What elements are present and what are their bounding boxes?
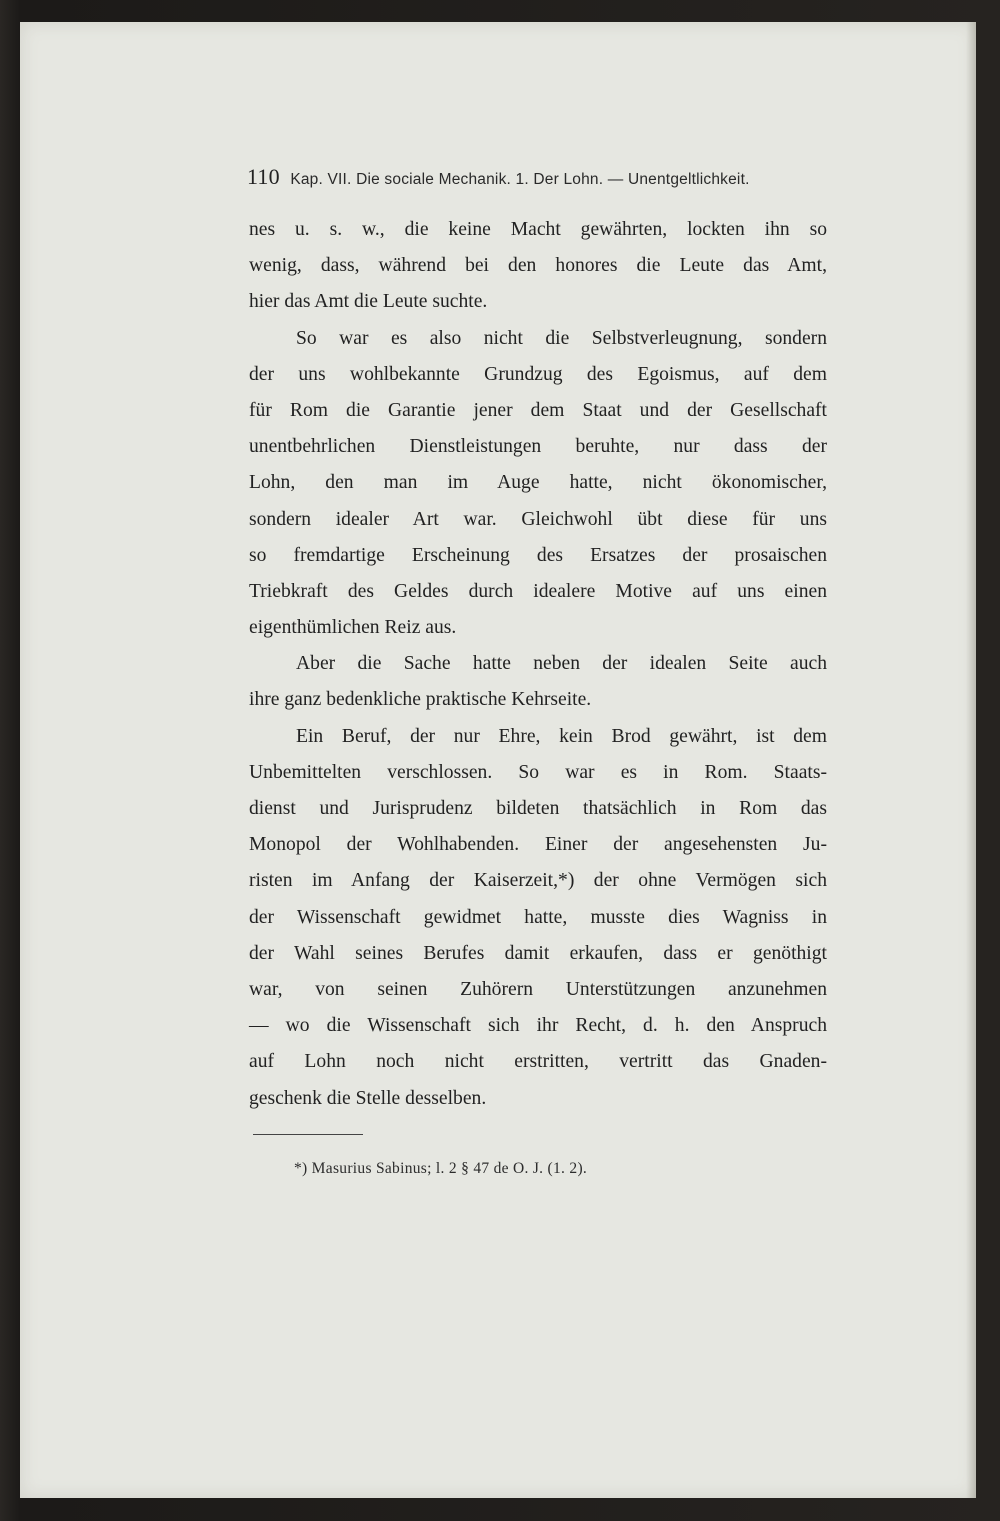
running-head-title: Kap. VII. Die sociale Mechanik. 1. Der Lohn. — Unentgeltlichkeit. [290, 171, 750, 188]
running-head [247, 164, 827, 190]
text-line: Lohn, den man im Auge hatte, nicht ökonomischer, [249, 472, 827, 494]
text-line: unentbehrlichen Dienstleistungen beruhte, nur dass der [249, 436, 827, 458]
text-line: war, von seinen Zuhörern Unterstützungen anzunehmen [249, 978, 827, 1000]
text-line: Unbemittelten verschlossen. So war es in Rom. Staats- [249, 761, 827, 783]
text-line: — wo die Wissenschaft sich ihr Recht, d. h. den Anspruch [249, 1015, 827, 1037]
text-line: So war es also nicht die Selbstverleugnung, sondern [296, 327, 827, 349]
body-text [249, 212, 827, 1117]
text-line: risten im Anfang der Kaiserzeit,*) der ohne Vermögen sich [249, 870, 827, 892]
text-line: Monopol der Wohlhabenden. Einer der angesehensten Ju- [249, 834, 827, 856]
text-line: Ein Beruf, der nur Ehre, kein Brod gewährt, ist dem [296, 725, 827, 747]
text-line: nes u. s. w., die keine Macht gewährten, lockten ihn so [249, 219, 827, 240]
footnote-divider [253, 1134, 363, 1135]
text-line: Triebkraft des Geldes durch idealere Motive auf uns einen [249, 580, 827, 602]
paragraph [249, 646, 827, 718]
page-edge-shadow [966, 22, 976, 1498]
footnote: *) Masurius Sabinus; l. 2 § 47 de O. J. (1. 2). [294, 1160, 588, 1177]
text-line: auf Lohn noch nicht erstritten, vertritt das Gnaden- [249, 1051, 827, 1073]
text-line: für Rom die Garantie jener dem Staat und der Gesellschaft [249, 399, 827, 421]
text-line: so fremdartige Erscheinung des Ersatzes der prosaischen [249, 544, 827, 566]
text-line: der Wahl seines Berufes damit erkaufen, dass er genöthigt [249, 942, 827, 964]
text-line: der uns wohlbekannte Grundzug des Egoismus, auf dem [249, 363, 827, 385]
page-number: 110 [247, 164, 280, 189]
text-line: sondern idealer Art war. Gleichwohl übt diese für uns [249, 508, 827, 530]
paragraph [249, 212, 827, 321]
text-line: der Wissenschaft gewidmet hatte, musste dies Wagniss in [249, 906, 827, 928]
text-line: hier das Amt die Leute suchte. [249, 291, 488, 313]
text-line: eigenthümlichen Reiz aus. [249, 617, 457, 639]
text-line: ihre ganz bedenkliche praktische Kehrseite. [249, 689, 592, 711]
text-line: Aber die Sache hatte neben der idealen Seite auch [296, 653, 827, 675]
paragraph [249, 321, 827, 647]
text-line: dienst und Jurisprudenz bildeten thatsächlich in Rom das [249, 798, 827, 819]
text-line: geschenk die Stelle desselben. [249, 1087, 487, 1109]
text-line: wenig, dass, während bei den honores die Leute das Amt, [249, 255, 827, 277]
paragraph [249, 719, 827, 1117]
